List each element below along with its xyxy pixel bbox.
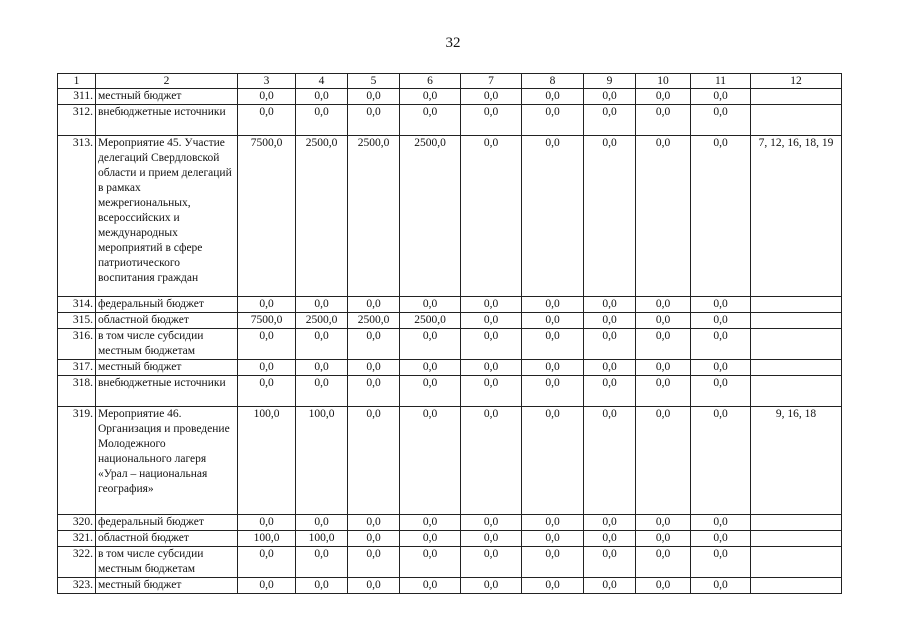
value-cell: 0,0 bbox=[522, 515, 584, 531]
value-cell: 0,0 bbox=[461, 136, 522, 297]
value-cell: 0,0 bbox=[584, 376, 636, 407]
value-cell: 0,0 bbox=[691, 89, 751, 105]
value-cell: 0,0 bbox=[400, 407, 461, 515]
value-cell: 0,0 bbox=[461, 313, 522, 329]
value-cell: 0,0 bbox=[584, 360, 636, 376]
row-number: 322. bbox=[58, 547, 96, 578]
value-cell: 0,0 bbox=[522, 329, 584, 360]
value-cell: 0,0 bbox=[522, 360, 584, 376]
value-cell: 0,0 bbox=[400, 376, 461, 407]
value-cell: 0,0 bbox=[584, 329, 636, 360]
column-header: 5 bbox=[348, 74, 400, 89]
target-indicators-cell bbox=[751, 360, 842, 376]
table-row bbox=[58, 297, 842, 313]
column-header: 1 bbox=[58, 74, 96, 89]
row-name: местный бюджет bbox=[96, 578, 238, 594]
row-name: областной бюджет bbox=[96, 313, 238, 329]
table-row bbox=[58, 515, 842, 531]
row-number: 313. bbox=[58, 136, 96, 297]
table-row bbox=[58, 136, 842, 297]
table-row bbox=[58, 329, 842, 360]
table-row bbox=[58, 547, 842, 578]
value-cell: 0,0 bbox=[348, 376, 400, 407]
value-cell: 100,0 bbox=[238, 531, 296, 547]
value-cell: 0,0 bbox=[348, 531, 400, 547]
value-cell: 0,0 bbox=[691, 547, 751, 578]
value-cell: 0,0 bbox=[238, 376, 296, 407]
column-header: 9 bbox=[584, 74, 636, 89]
value-cell: 100,0 bbox=[296, 531, 348, 547]
table-row bbox=[58, 89, 842, 105]
value-cell: 0,0 bbox=[636, 360, 691, 376]
table-row bbox=[58, 105, 842, 136]
row-number: 319. bbox=[58, 407, 96, 515]
value-cell: 0,0 bbox=[636, 89, 691, 105]
row-name: Мероприятие 46. Организация и проведение Молодежного национального лагеря «Урал – национальная география» bbox=[96, 407, 238, 515]
value-cell: 0,0 bbox=[522, 297, 584, 313]
value-cell: 0,0 bbox=[461, 297, 522, 313]
value-cell: 2500,0 bbox=[400, 313, 461, 329]
value-cell: 0,0 bbox=[691, 297, 751, 313]
value-cell: 0,0 bbox=[522, 407, 584, 515]
column-header: 11 bbox=[691, 74, 751, 89]
value-cell: 0,0 bbox=[461, 329, 522, 360]
value-cell: 0,0 bbox=[296, 297, 348, 313]
target-indicators-cell bbox=[751, 515, 842, 531]
value-cell: 0,0 bbox=[461, 360, 522, 376]
value-cell: 0,0 bbox=[296, 547, 348, 578]
value-cell: 0,0 bbox=[522, 136, 584, 297]
value-cell: 0,0 bbox=[238, 297, 296, 313]
value-cell: 0,0 bbox=[522, 376, 584, 407]
value-cell: 0,0 bbox=[584, 313, 636, 329]
value-cell: 0,0 bbox=[296, 329, 348, 360]
value-cell: 0,0 bbox=[584, 297, 636, 313]
column-header: 3 bbox=[238, 74, 296, 89]
row-name: областной бюджет bbox=[96, 531, 238, 547]
target-indicators-cell bbox=[751, 376, 842, 407]
value-cell: 0,0 bbox=[348, 89, 400, 105]
value-cell: 0,0 bbox=[691, 136, 751, 297]
value-cell: 0,0 bbox=[636, 407, 691, 515]
value-cell: 0,0 bbox=[636, 329, 691, 360]
row-number: 318. bbox=[58, 376, 96, 407]
budget-table bbox=[57, 73, 842, 594]
table-row bbox=[58, 376, 842, 407]
page-number: 32 bbox=[445, 35, 461, 51]
target-indicators-cell bbox=[751, 578, 842, 594]
value-cell: 0,0 bbox=[400, 360, 461, 376]
value-cell: 0,0 bbox=[461, 105, 522, 136]
column-header: 4 bbox=[296, 74, 348, 89]
value-cell: 0,0 bbox=[691, 376, 751, 407]
column-header: 10 bbox=[636, 74, 691, 89]
column-header: 12 bbox=[751, 74, 842, 89]
value-cell: 0,0 bbox=[400, 297, 461, 313]
row-name: в том числе субсидии местным бюджетам bbox=[96, 547, 238, 578]
value-cell: 0,0 bbox=[461, 407, 522, 515]
value-cell: 0,0 bbox=[636, 578, 691, 594]
value-cell: 0,0 bbox=[636, 313, 691, 329]
value-cell: 0,0 bbox=[461, 547, 522, 578]
value-cell: 0,0 bbox=[461, 376, 522, 407]
value-cell: 0,0 bbox=[584, 136, 636, 297]
value-cell: 0,0 bbox=[400, 531, 461, 547]
row-number: 317. bbox=[58, 360, 96, 376]
value-cell: 0,0 bbox=[348, 547, 400, 578]
value-cell: 0,0 bbox=[522, 547, 584, 578]
value-cell: 0,0 bbox=[238, 360, 296, 376]
row-name: местный бюджет bbox=[96, 360, 238, 376]
target-indicators-cell bbox=[751, 105, 842, 136]
target-indicators-cell bbox=[751, 89, 842, 105]
row-number: 311. bbox=[58, 89, 96, 105]
value-cell: 0,0 bbox=[238, 329, 296, 360]
value-cell: 0,0 bbox=[584, 578, 636, 594]
value-cell: 0,0 bbox=[296, 376, 348, 407]
value-cell: 0,0 bbox=[584, 89, 636, 105]
value-cell: 0,0 bbox=[636, 531, 691, 547]
row-name: в том числе субсидии местным бюджетам bbox=[96, 329, 238, 360]
target-indicators-cell bbox=[751, 531, 842, 547]
value-cell: 0,0 bbox=[691, 531, 751, 547]
value-cell: 2500,0 bbox=[348, 136, 400, 297]
value-cell: 0,0 bbox=[461, 531, 522, 547]
value-cell: 0,0 bbox=[584, 515, 636, 531]
table-row bbox=[58, 578, 842, 594]
value-cell: 0,0 bbox=[636, 136, 691, 297]
value-cell: 7500,0 bbox=[238, 313, 296, 329]
column-header: 8 bbox=[522, 74, 584, 89]
value-cell: 0,0 bbox=[691, 329, 751, 360]
column-header: 7 bbox=[461, 74, 522, 89]
row-number: 314. bbox=[58, 297, 96, 313]
value-cell: 0,0 bbox=[238, 515, 296, 531]
target-indicators-cell bbox=[751, 297, 842, 313]
value-cell: 0,0 bbox=[238, 105, 296, 136]
value-cell: 0,0 bbox=[522, 89, 584, 105]
value-cell: 0,0 bbox=[461, 578, 522, 594]
value-cell: 0,0 bbox=[400, 329, 461, 360]
value-cell: 0,0 bbox=[348, 360, 400, 376]
table-row bbox=[58, 531, 842, 547]
table-row bbox=[58, 360, 842, 376]
row-number: 320. bbox=[58, 515, 96, 531]
value-cell: 0,0 bbox=[238, 89, 296, 105]
header-row bbox=[58, 74, 842, 89]
value-cell: 0,0 bbox=[584, 547, 636, 578]
table-row bbox=[58, 407, 842, 515]
value-cell: 0,0 bbox=[522, 578, 584, 594]
row-name: федеральный бюджет bbox=[96, 297, 238, 313]
row-number: 321. bbox=[58, 531, 96, 547]
value-cell: 0,0 bbox=[636, 547, 691, 578]
target-indicators-cell bbox=[751, 313, 842, 329]
value-cell: 0,0 bbox=[691, 360, 751, 376]
value-cell: 0,0 bbox=[400, 515, 461, 531]
value-cell: 0,0 bbox=[348, 297, 400, 313]
value-cell: 100,0 bbox=[238, 407, 296, 515]
value-cell: 0,0 bbox=[296, 89, 348, 105]
value-cell: 0,0 bbox=[400, 578, 461, 594]
value-cell: 0,0 bbox=[522, 105, 584, 136]
value-cell: 7500,0 bbox=[238, 136, 296, 297]
value-cell: 0,0 bbox=[400, 105, 461, 136]
value-cell: 2500,0 bbox=[400, 136, 461, 297]
value-cell: 0,0 bbox=[348, 578, 400, 594]
target-indicators-cell: 9, 16, 18 bbox=[751, 407, 842, 515]
row-name: местный бюджет bbox=[96, 89, 238, 105]
row-name: Мероприятие 45. Участие делегаций Свердловской области и прием делегаций в рамках межрегиональных, всероссийских и международных мероприятий в сфере патриотического воспитания граждан bbox=[96, 136, 238, 297]
value-cell: 0,0 bbox=[636, 376, 691, 407]
value-cell: 0,0 bbox=[400, 547, 461, 578]
value-cell: 0,0 bbox=[348, 407, 400, 515]
value-cell: 0,0 bbox=[522, 531, 584, 547]
column-header: 6 bbox=[400, 74, 461, 89]
value-cell: 0,0 bbox=[691, 515, 751, 531]
value-cell: 0,0 bbox=[584, 407, 636, 515]
value-cell: 0,0 bbox=[636, 105, 691, 136]
value-cell: 0,0 bbox=[636, 297, 691, 313]
table-row bbox=[58, 313, 842, 329]
value-cell: 2500,0 bbox=[296, 313, 348, 329]
value-cell: 0,0 bbox=[238, 578, 296, 594]
row-number: 312. bbox=[58, 105, 96, 136]
value-cell: 0,0 bbox=[691, 105, 751, 136]
value-cell: 2500,0 bbox=[296, 136, 348, 297]
row-number: 316. bbox=[58, 329, 96, 360]
row-name: внебюджетные источники bbox=[96, 105, 238, 136]
value-cell: 0,0 bbox=[522, 313, 584, 329]
value-cell: 0,0 bbox=[238, 547, 296, 578]
column-header: 2 bbox=[96, 74, 238, 89]
value-cell: 0,0 bbox=[348, 515, 400, 531]
value-cell: 0,0 bbox=[691, 313, 751, 329]
value-cell: 0,0 bbox=[296, 360, 348, 376]
target-indicators-cell: 7, 12, 16, 18, 19 bbox=[751, 136, 842, 297]
value-cell: 0,0 bbox=[584, 105, 636, 136]
target-indicators-cell bbox=[751, 329, 842, 360]
row-number: 323. bbox=[58, 578, 96, 594]
value-cell: 0,0 bbox=[461, 89, 522, 105]
value-cell: 0,0 bbox=[348, 329, 400, 360]
value-cell: 0,0 bbox=[296, 105, 348, 136]
value-cell: 2500,0 bbox=[348, 313, 400, 329]
value-cell: 0,0 bbox=[636, 515, 691, 531]
target-indicators-cell bbox=[751, 547, 842, 578]
row-name: федеральный бюджет bbox=[96, 515, 238, 531]
value-cell: 0,0 bbox=[296, 515, 348, 531]
value-cell: 0,0 bbox=[296, 578, 348, 594]
value-cell: 0,0 bbox=[691, 578, 751, 594]
value-cell: 0,0 bbox=[461, 515, 522, 531]
value-cell: 0,0 bbox=[691, 407, 751, 515]
row-number: 315. bbox=[58, 313, 96, 329]
value-cell: 0,0 bbox=[400, 89, 461, 105]
value-cell: 100,0 bbox=[296, 407, 348, 515]
value-cell: 0,0 bbox=[584, 531, 636, 547]
row-name: внебюджетные источники bbox=[96, 376, 238, 407]
value-cell: 0,0 bbox=[348, 105, 400, 136]
